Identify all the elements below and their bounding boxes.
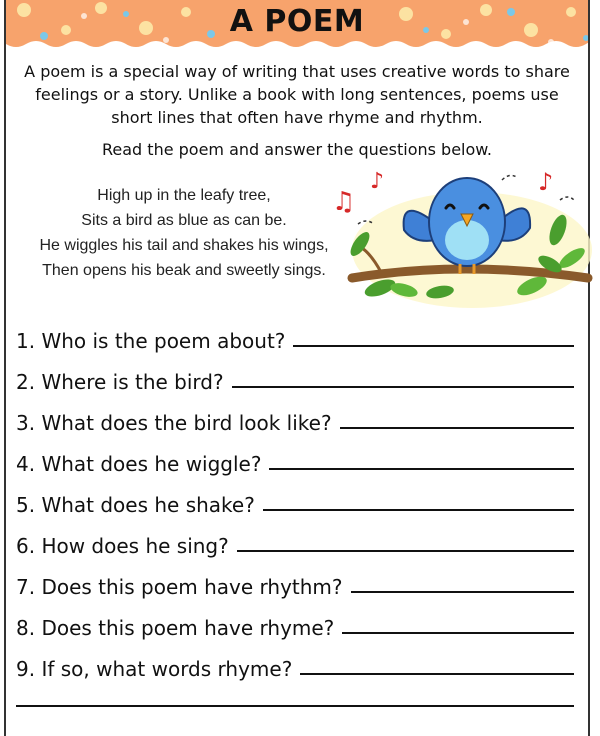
title-banner [6, 0, 588, 48]
poem-line: Then opens his beak and sweetly sings. [42, 262, 326, 279]
answer-line[interactable] [351, 569, 574, 593]
question-row [16, 476, 574, 517]
poem [14, 183, 354, 283]
worksheet-page [4, 0, 590, 736]
bird-illustration [322, 160, 594, 310]
answer-line[interactable] [237, 528, 574, 552]
answer-line[interactable] [232, 364, 574, 388]
poem-line: He wiggles his tail and shakes his wings, [39, 237, 329, 254]
answer-line[interactable] [293, 323, 574, 347]
question-row [16, 599, 574, 640]
page-title: A POEM [229, 4, 365, 39]
question-text: 8. Does this poem have rhyme? [16, 616, 335, 640]
question-row [16, 558, 574, 599]
question-row [16, 312, 574, 353]
extra-answer-line[interactable] [16, 705, 574, 707]
question-text: 3. What does the bird look like? [16, 411, 332, 435]
answer-line[interactable] [269, 446, 574, 470]
question-text: 1. Who is the poem about? [16, 329, 286, 353]
answer-line[interactable] [342, 610, 574, 634]
question-text: 6. How does he sing? [16, 534, 229, 558]
question-row [16, 353, 574, 394]
poem-line: High up in the leafy tree, [97, 187, 271, 204]
svg-text:♪: ♪ [538, 168, 554, 196]
svg-text:♪: ♪ [370, 169, 385, 194]
poem-line: Sits a bird as blue as can be. [81, 212, 287, 229]
answer-line[interactable] [263, 487, 574, 511]
svg-text:♫: ♫ [332, 187, 356, 217]
question-text: 4. What does he wiggle? [16, 452, 262, 476]
question-row [16, 640, 574, 681]
question-text: 5. What does he shake? [16, 493, 255, 517]
question-text: 2. Where is the bird? [16, 370, 224, 394]
question-text: 7. Does this poem have rhythm? [16, 575, 343, 599]
question-row [16, 517, 574, 558]
answer-line[interactable] [300, 651, 574, 675]
question-list [16, 312, 574, 681]
intro-paragraph: A poem is a special way of writing that uses creative words to share feelings or a story. Unlike a book with long sentences, poems use short lines that often have rhyme and rhythm. [24, 62, 570, 127]
question-text: 9. If so, what words rhyme? [16, 657, 293, 681]
question-row [16, 435, 574, 476]
instruction-text: Read the poem and answer the questions below. [102, 140, 492, 159]
question-row [16, 394, 574, 435]
answer-line[interactable] [340, 405, 574, 429]
